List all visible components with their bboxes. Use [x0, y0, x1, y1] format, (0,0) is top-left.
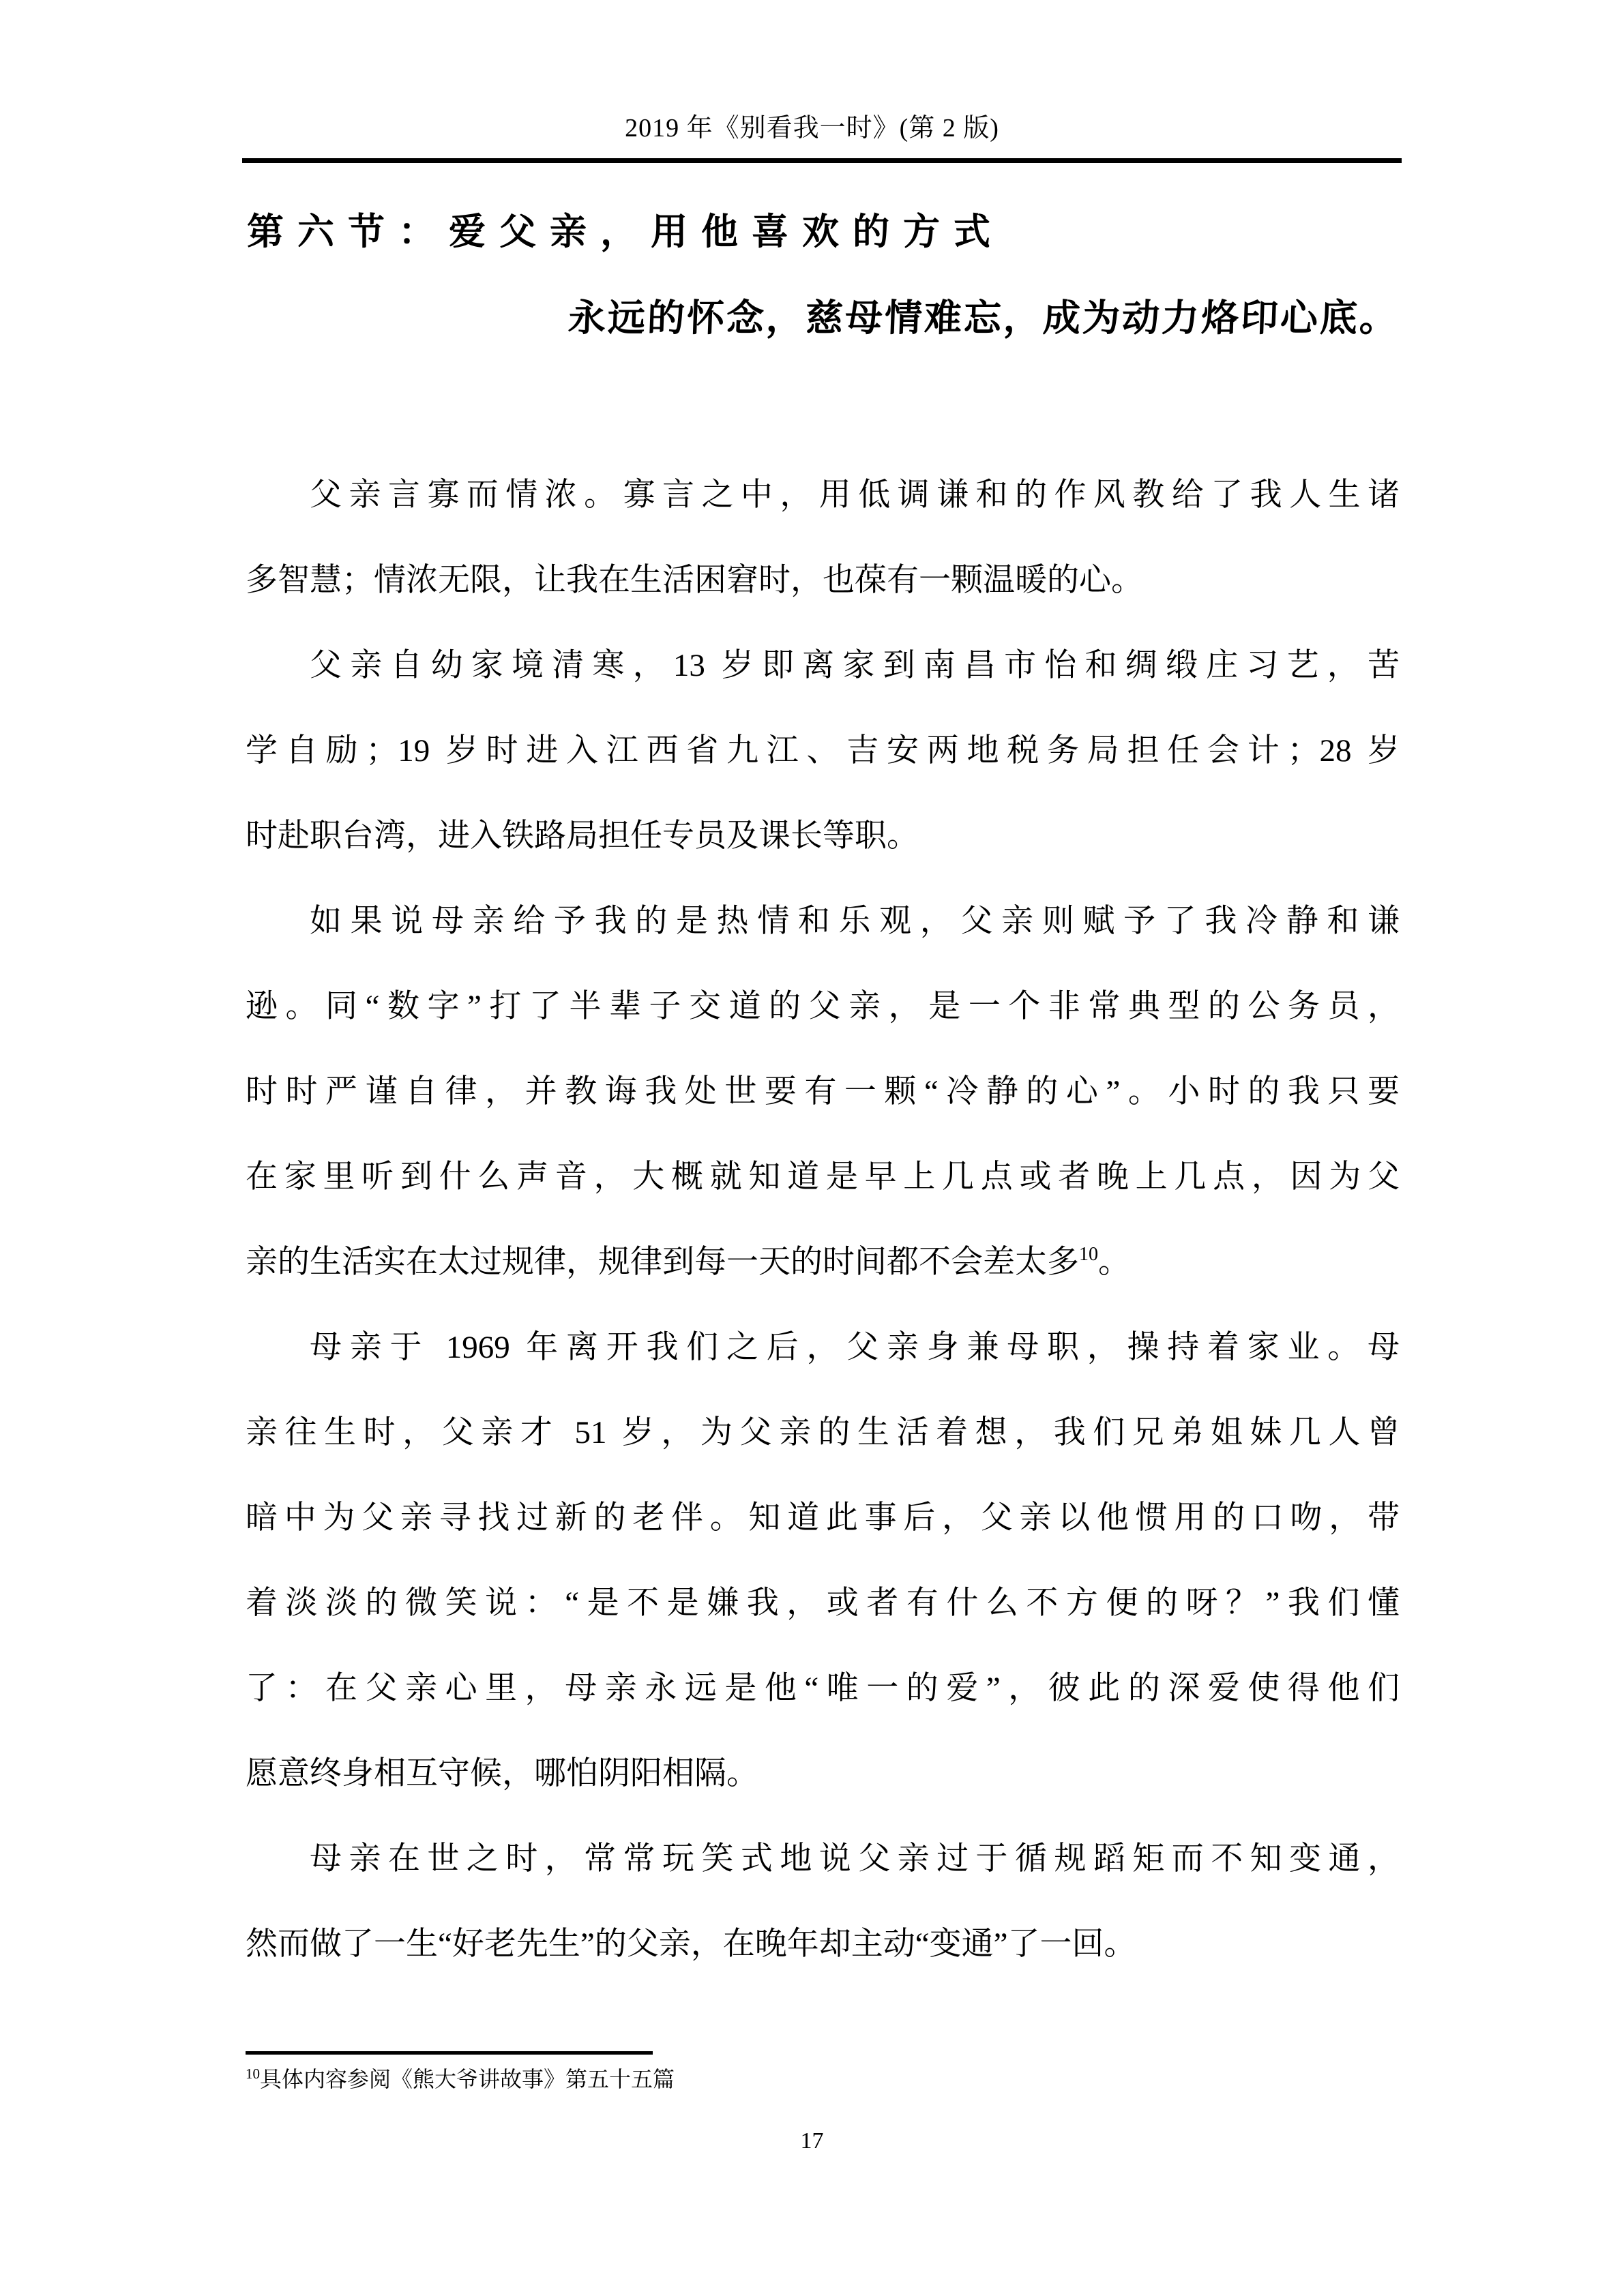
body-line-text: 多智慧；情浓无限，让我在生活困窘时，也葆有一颗温暖的心。 — [246, 563, 1143, 598]
body-line — [246, 1902, 1400, 1987]
footnote-text: 具体内容参阅《熊大爷讲故事》第五十五篇 — [260, 2067, 675, 2091]
body-line-text: 时赴职台湾，进入铁路局担任专员及课长等职。 — [246, 818, 919, 854]
body-line-text: 着淡淡的微笑说：“是不是嫌我，或者有什么不方便的呀？”我们懂 — [246, 1585, 1400, 1621]
body-line-text: 父亲自幼家境清寒，13 岁即离家到南昌市怡和绸缎庄习艺，苦 — [310, 648, 1400, 683]
body-line — [246, 879, 1400, 964]
body-line-text: 了：在父亲心里，母亲永远是他“唯一的爱”，彼此的深爱使得他们 — [246, 1671, 1400, 1706]
body-line — [246, 1390, 1400, 1476]
body-line — [246, 1135, 1400, 1220]
body-line — [246, 964, 1400, 1049]
body-line — [246, 1476, 1400, 1561]
body-line — [246, 1561, 1400, 1646]
section-title: 第六节：爱父亲，用他喜欢的方式 — [247, 211, 1004, 252]
body-text — [246, 453, 1400, 1987]
body-line-text: 学自励；19 岁时进入江西省九江、吉安两地税务局担任会计；28 岁 — [246, 733, 1400, 769]
body-line — [246, 1220, 1400, 1305]
body-line-text: 亲的生活实在太过规律，规律到每一天的时间都不会差太多 — [246, 1244, 1079, 1280]
body-line-text: 逊。同“数字”打了半辈子交道的父亲，是一个非常典型的公务员， — [246, 989, 1400, 1024]
footnote-ref-superscript: 10 — [1079, 1244, 1098, 1265]
body-line-text: 父亲言寡而情浓。寡言之中，用低调谦和的作风教给了我人生诸 — [310, 477, 1400, 513]
body-line — [246, 1049, 1400, 1135]
body-line — [246, 794, 1400, 879]
body-line — [246, 1305, 1400, 1390]
body-line — [246, 623, 1400, 709]
body-line — [246, 453, 1400, 538]
body-line-text: 如果说母亲给予我的是热情和乐观，父亲则赋予了我冷静和谦 — [310, 904, 1400, 939]
body-line-text: 然而做了一生“好老先生”的父亲，在晚年却主动“变通”了一回。 — [246, 1926, 1136, 1962]
body-line-text: 在家里听到什么声音，大概就知道是早上几点或者晚上几点，因为父 — [246, 1159, 1400, 1195]
footnote-separator-rule — [246, 2051, 653, 2055]
body-line — [246, 1646, 1400, 1731]
running-header: 2019 年《别看我一时》(第 2 版) — [625, 114, 999, 143]
body-line — [246, 1731, 1400, 1817]
page-number: 17 — [800, 2128, 824, 2153]
epigraph-calligraphy: 永远的怀念，慈母情难忘，成为动力烙印心底。 — [567, 297, 1400, 339]
body-line-text: 亲往生时，父亲才 51 岁，为父亲的生活着想，我们兄弟姐妹几人曾 — [246, 1415, 1400, 1450]
body-line — [246, 538, 1400, 623]
body-line — [246, 1817, 1400, 1902]
body-line-text: 母亲于 1969 年离开我们之后，父亲身兼母职，操持着家业。母 — [310, 1330, 1400, 1365]
header-rule — [242, 158, 1402, 163]
body-line-text: 母亲在世之时，常常玩笑式地说父亲过于循规蹈矩而不知变通， — [310, 1841, 1400, 1877]
body-line-text: 暗中为父亲寻找过新的老伴。知道此事后，父亲以他惯用的口吻，带 — [246, 1500, 1400, 1536]
body-line-text: 。 — [1098, 1244, 1130, 1280]
body-line-text: 愿意终身相互守候，哪怕阴阳相隔。 — [246, 1756, 758, 1791]
footnote — [246, 2063, 1400, 2095]
body-line — [246, 709, 1400, 794]
footnote-marker: 10 — [246, 2066, 260, 2082]
body-line-text: 时时严谨自律，并教诲我处世要有一颗“冷静的心”。小时的我只要 — [246, 1074, 1400, 1109]
